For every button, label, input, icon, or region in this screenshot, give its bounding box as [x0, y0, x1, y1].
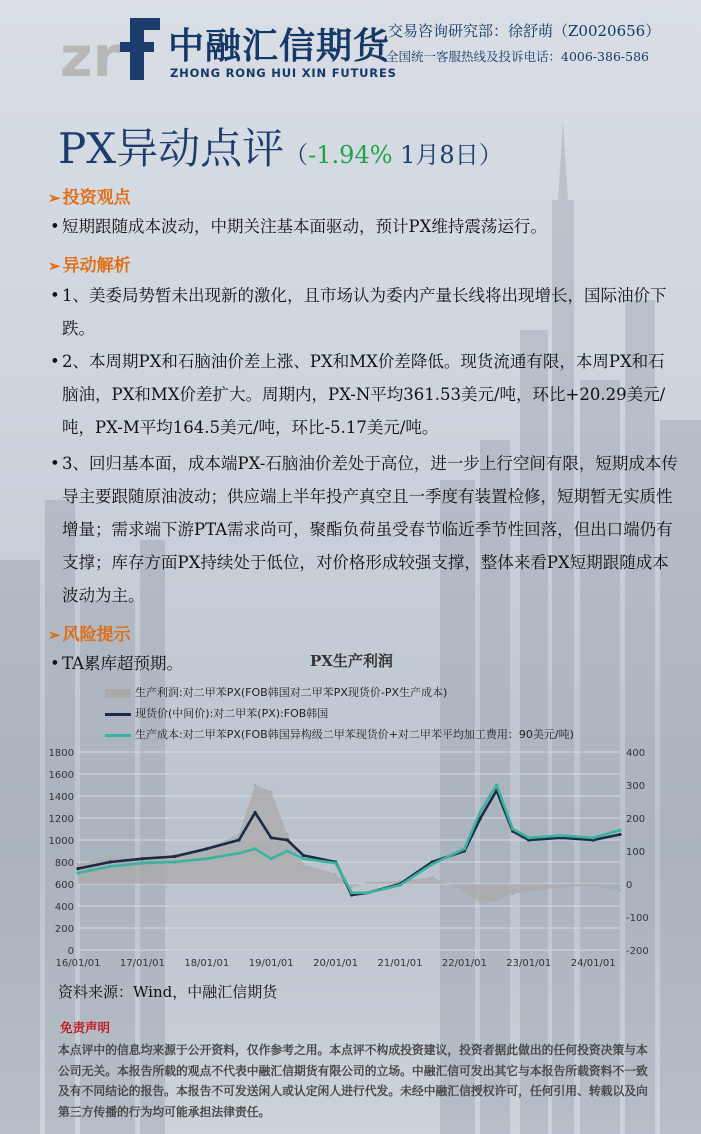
- left-axis-tick-label: 1400: [48, 792, 74, 803]
- data-point-cost: [334, 862, 337, 865]
- analysis-paragraph-2: • 2、本周期PX和石脑油价差上涨、PX和MX价差降低。现货流通有限，本周PX和石脑油，PX和MX价差扩大。周期内，PX-N平均361.53美元/吨，环比+20.29美元/吨，PX-M平均164.5美元/吨，环比-5.17美元/吨。: [50, 345, 680, 444]
- data-point-spot: [302, 854, 305, 857]
- data-point-cost: [173, 860, 176, 863]
- x-axis-tick-label: 24/01/01: [570, 958, 616, 969]
- data-point-profit: [238, 833, 240, 835]
- x-axis-tick-label: 19/01/01: [248, 958, 294, 969]
- hotline-info: 全国统一客服热线及投诉电话：4006-386-586: [386, 49, 649, 64]
- data-point-profit: [367, 881, 369, 883]
- arrow-right-icon: ➢: [48, 626, 61, 644]
- section-heading-risk: ➢ 风险提示: [48, 625, 131, 645]
- arrow-right-icon: ➢: [48, 189, 61, 207]
- data-point-spot: [253, 811, 256, 814]
- data-point-spot: [173, 855, 176, 858]
- data-point-cost: [463, 847, 466, 850]
- section-heading-view: ➢ 投资观点: [48, 188, 131, 208]
- data-point-profit: [619, 889, 621, 891]
- data-point-profit: [254, 784, 256, 786]
- right-axis-tick-label: 400: [626, 748, 646, 759]
- px-profit-chart: [40, 742, 680, 972]
- x-axis-tick-label: 22/01/01: [441, 958, 487, 969]
- bullet-icon: •: [50, 352, 60, 371]
- section-heading-analysis: ➢ 异动解析: [48, 256, 131, 276]
- bullet-icon: •: [50, 454, 60, 473]
- title-paren-close: ）: [478, 141, 503, 169]
- company-logo-icon: [60, 12, 162, 84]
- data-point-profit: [77, 863, 79, 865]
- data-point-profit: [270, 790, 272, 792]
- left-axis-tick-label: 200: [54, 924, 74, 935]
- svg-text:zr: zr: [60, 25, 121, 84]
- report-header: [0, 0, 701, 100]
- view-paragraph: • 短期跟随成本波动，中期关注基本面驱动，预计PX维持震荡运行。: [50, 210, 680, 243]
- disclaimer-title: 免责声明: [60, 1020, 111, 1035]
- right-axis-tick-label: 200: [626, 814, 646, 825]
- data-point-cost: [286, 849, 289, 852]
- data-point-profit: [302, 863, 304, 865]
- x-axis-tick-label: 16/01/01: [55, 958, 101, 969]
- bullet-icon: •: [50, 217, 60, 236]
- data-point-spot: [270, 836, 273, 839]
- data-point-cost: [302, 857, 305, 860]
- left-axis-tick-label: 800: [54, 858, 74, 869]
- left-axis-tick-label: 1800: [48, 748, 74, 759]
- data-point-profit: [350, 886, 352, 888]
- data-point-cost: [270, 857, 273, 860]
- data-point-cost: [350, 891, 353, 894]
- data-point-cost: [76, 871, 79, 874]
- legend-swatch: [105, 734, 131, 737]
- legend-item-spot: 现货价(中间价):对二甲苯(PX):FOB韩国: [105, 705, 328, 721]
- data-point-cost: [618, 829, 621, 832]
- data-point-cost: [141, 862, 144, 865]
- data-point-spot: [205, 847, 208, 850]
- data-point-spot: [237, 838, 240, 841]
- company-name-en: ZHONG RONG HUI XIN FUTURES: [170, 66, 397, 80]
- data-point-cost: [511, 827, 514, 830]
- title-main: PX异动点评: [58, 124, 285, 173]
- data-point-profit: [399, 880, 401, 882]
- data-point-cost: [559, 834, 562, 837]
- title-date: 1月8日: [392, 141, 479, 169]
- disclaimer-text: 本点评中的信息均来源于公开资料，仅作参考之用。本点评不构成投资建议，投资者据此做出的任何投资决策与本公司无关。本报告所载的观点不代表中融汇信期货有限公司的立场。中融汇信可发出其它与本报告所载资料不一致及有不同结论的报告。本报告不可发送闲人或认定闲人进行代发。未经中融汇信授权许可，任何引用、转载以及向第三方传播的行为均可能承担法律责任。: [58, 1043, 648, 1119]
- chart-title: PX生产利润: [310, 652, 393, 670]
- data-point-profit: [463, 889, 465, 891]
- x-axis-tick-label: 21/01/01: [377, 958, 423, 969]
- data-point-profit: [560, 886, 562, 888]
- legend-swatch: [105, 689, 131, 698]
- data-point-profit: [495, 899, 497, 901]
- analyst-info: 交易咨询研究部：徐舒萌（Z0020656）: [388, 22, 661, 40]
- right-axis-tick-label: 100: [626, 847, 646, 858]
- analysis-paragraph-3: • 3、回归基本面，成本端PX-石脑油价差处于高位，进一步上行空间有限，短期成本传导主要跟随原油波动；供应端上半年投产真空且一季度有装置检修，短期暂无实质性增量；需求端下游PTA需求尚可，聚酯负荷虽受春节临近季节性回落，但出口端仍有支撑；库存方面PX持续处于低位，对价格形成较强支撑，整体来看PX短期跟随成本波动为主。: [50, 447, 680, 612]
- data-point-cost: [366, 891, 369, 894]
- bullet-icon: •: [50, 654, 60, 673]
- x-axis-tick-label: 18/01/01: [184, 958, 230, 969]
- legend-swatch: [105, 713, 131, 716]
- data-point-cost: [527, 836, 530, 839]
- data-point-profit: [592, 884, 594, 886]
- data-point-cost: [479, 810, 482, 813]
- data-point-profit: [109, 856, 111, 858]
- data-point-cost: [398, 884, 401, 887]
- data-point-cost: [237, 852, 240, 855]
- data-point-profit: [511, 893, 513, 895]
- left-axis-tick-label: 1200: [48, 814, 74, 825]
- data-point-spot: [286, 838, 289, 841]
- arrow-right-icon: ➢: [48, 257, 61, 275]
- data-point-profit: [528, 889, 530, 891]
- right-axis-tick-label: 0: [626, 880, 633, 891]
- data-point-cost: [205, 857, 208, 860]
- left-axis-tick-label: 1600: [48, 770, 74, 781]
- right-axis-tick-label: -100: [626, 913, 649, 924]
- data-point-profit: [431, 876, 433, 878]
- analysis-paragraph-1: • 1、美委局势暂未出现新的激化，且市场认为委内产量长线将出现增长，国际油价下跌。: [50, 279, 680, 345]
- data-point-cost: [592, 836, 595, 839]
- data-point-cost: [431, 863, 434, 866]
- left-axis-tick-label: 400: [54, 902, 74, 913]
- bullet-icon: •: [50, 286, 60, 305]
- right-axis-tick-label: -200: [626, 946, 649, 957]
- x-axis-tick-label: 20/01/01: [313, 958, 359, 969]
- data-point-spot: [618, 833, 621, 836]
- risk-paragraph: • TA累库超预期。: [50, 647, 300, 680]
- data-point-cost: [495, 783, 498, 786]
- page-title: [58, 116, 503, 176]
- data-point-cost: [253, 847, 256, 850]
- left-axis-tick-label: 0: [67, 946, 74, 957]
- title-change: -1.94%: [308, 141, 393, 169]
- data-point-profit: [479, 903, 481, 905]
- legend-item-profit: 生产利润:对二甲苯PX(FOB韩国对二甲苯PX现货价-PX生产成本): [105, 684, 447, 700]
- x-axis-tick-label: 23/01/01: [506, 958, 552, 969]
- data-source: 资料来源：Wind，中融汇信期货: [58, 983, 278, 1001]
- data-point-profit: [334, 873, 336, 875]
- legend-item-cost: 生产成本:对二甲苯PX(FOB韩国异构级二甲苯现货价+对二甲苯平均加工费用：90美元/吨): [105, 726, 574, 742]
- title-paren-open: （: [284, 141, 309, 169]
- left-axis-tick-label: 600: [54, 880, 74, 891]
- data-point-profit: [286, 833, 288, 835]
- company-name-cn: 中融汇信期货: [168, 26, 391, 67]
- left-axis-tick-label: 1000: [48, 836, 74, 847]
- right-axis-tick-label: 300: [626, 781, 646, 792]
- data-point-cost: [109, 865, 112, 868]
- data-point-spot: [76, 867, 79, 870]
- data-point-spot: [109, 860, 112, 863]
- data-point-spot: [141, 857, 144, 860]
- x-axis-tick-label: 17/01/01: [119, 958, 165, 969]
